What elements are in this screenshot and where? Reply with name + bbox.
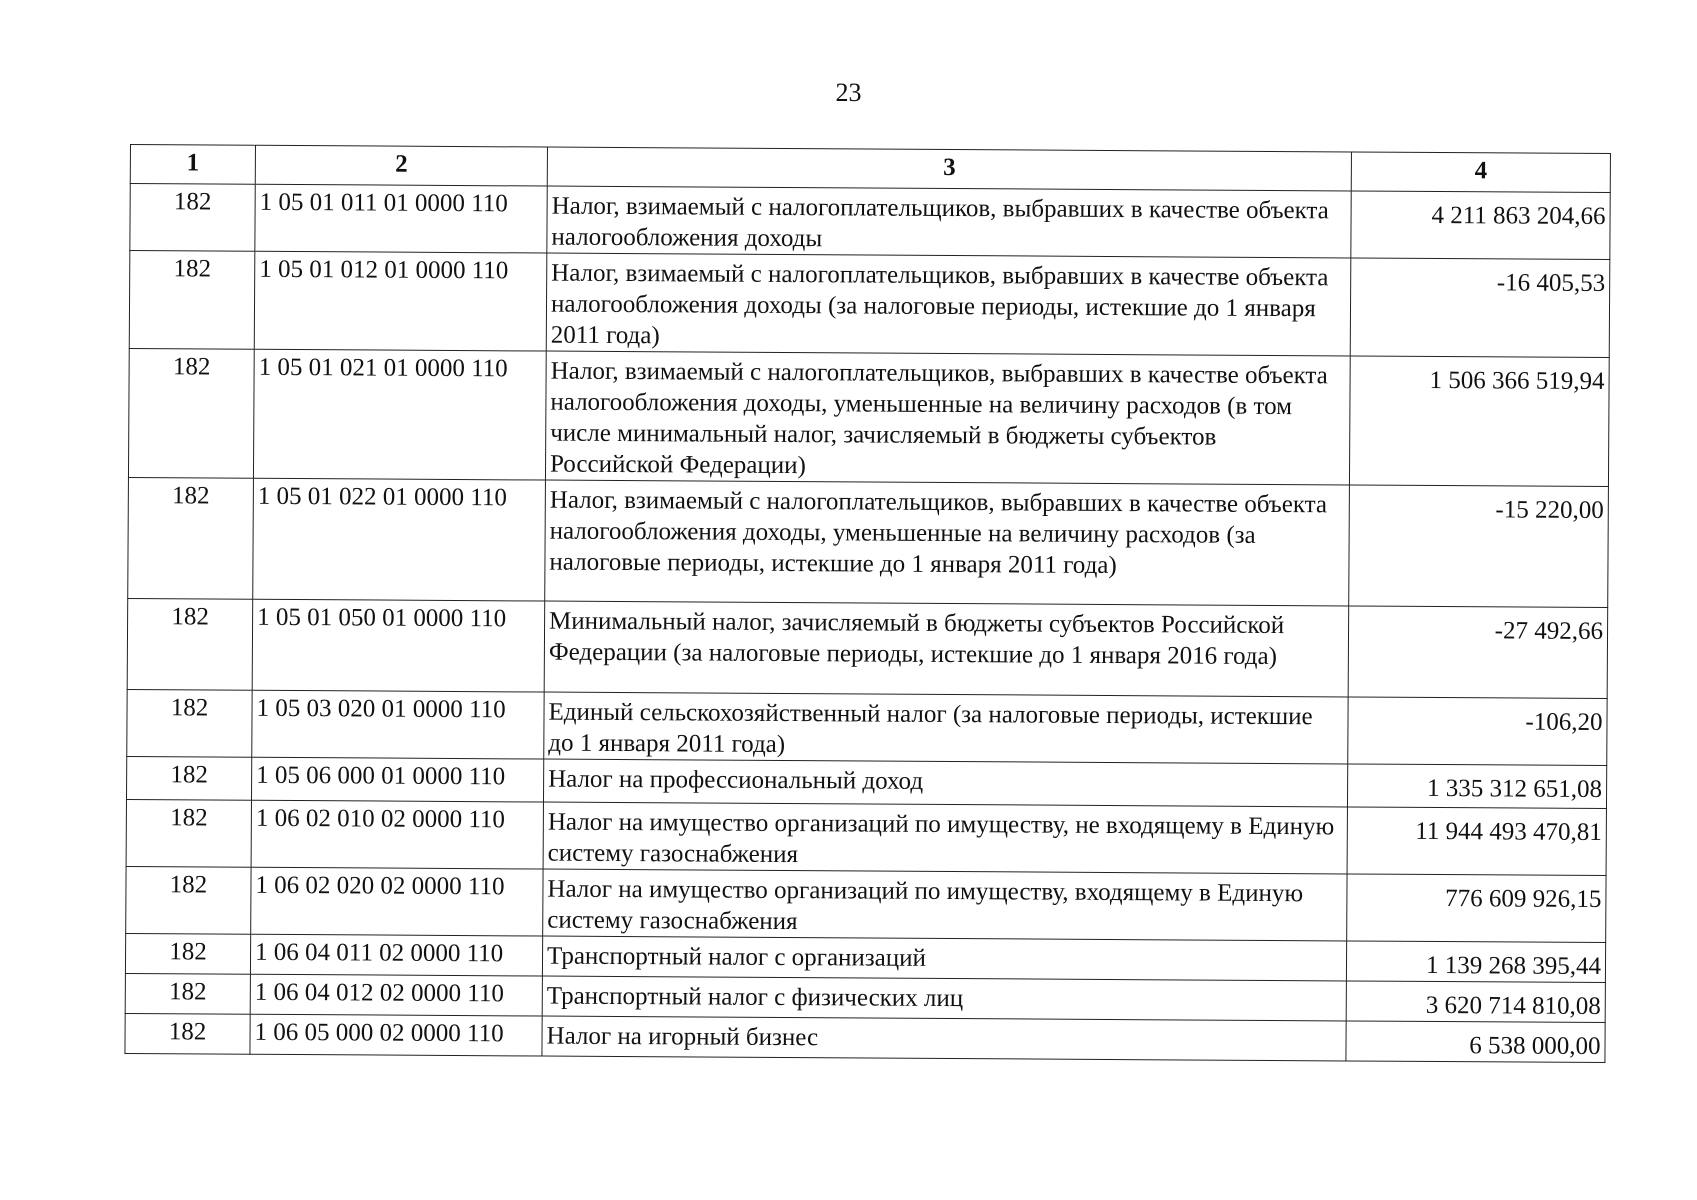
admin-code-cell: 182 [126,799,251,867]
header-column-2: 2 [255,145,547,186]
admin-code-cell: 182 [126,756,251,800]
budget-code-cell: 1 06 02 020 02 0000 110 [251,867,543,936]
table-row [128,477,1609,607]
table-row [126,866,1606,942]
revenue-name-cell: Налог, взимаемый с налогоплательщиков, выбравших в качестве объекта налогообложения доходы, уменьшенные на величину расходов (в том числе минимальный налог, зачисляемый в бюджеты субъектов Российской Федерации) [545,351,1350,485]
header-column-4: 4 [1351,152,1610,193]
admin-code-cell: 182 [127,598,253,690]
revenue-name-cell: Транспортный налог с организаций [542,936,1346,981]
table-row [125,1013,1605,1062]
amount-cell: 1 335 312 651,08 [1347,764,1606,809]
table-row [130,184,1610,260]
amount-cell: 776 609 926,15 [1347,874,1606,943]
admin-code-cell: 182 [125,933,250,974]
table-row [127,689,1607,765]
budget-code-cell: 1 06 04 012 02 0000 110 [250,974,542,1016]
amount-cell: 1 139 268 395,44 [1346,941,1605,983]
revenue-name-cell: Транспортный налог с физических лиц [542,976,1346,1021]
budget-code-cell: 1 05 06 000 01 0000 110 [251,757,543,802]
header-column-3: 3 [547,147,1351,191]
amount-cell: -15 220,00 [1349,485,1609,608]
revenue-name-cell: Налог на имущество организаций по имуществу, не входящему в Единую систему газоснабжения [543,802,1347,874]
revenue-name-cell: Налог, взимаемый с налогоплательщиков, выбравших в качестве объекта налогообложения доходы (за налоговые периоды, истекшие до 1 января 2011 года) [546,253,1351,356]
amount-cell: 1 506 366 519,94 [1349,356,1609,487]
table-body [125,184,1610,1063]
budget-code-cell: 1 05 01 011 01 0000 110 [255,184,547,253]
header-column-1: 1 [130,145,255,185]
page-number: 23 [835,78,862,107]
admin-code-cell: 182 [125,1013,250,1054]
revenue-name-cell: Минимальный налог, зачисляемый в бюджеты субъектов Российской Федерации (за налоговые периоды, истекшие до 1 января 2016 года) [544,601,1349,697]
amount-cell: 11 944 493 470,81 [1347,807,1606,876]
table-row [128,348,1609,486]
budget-code-cell: 1 05 03 020 01 0000 110 [252,690,544,759]
revenue-name-cell: Налог, взимаемый с налогоплательщиков, выбравших в качестве объекта налогообложения доходы [547,186,1351,258]
admin-code-cell: 182 [128,348,254,478]
revenue-name-cell: Налог на имущество организаций по имуществу, входящему в Единую систему газоснабжения [543,869,1347,941]
amount-cell: -16 405,53 [1350,258,1610,358]
budget-code-cell: 1 05 01 012 01 0000 110 [254,251,547,351]
budget-code-cell: 1 05 01 022 01 0000 110 [253,478,546,601]
table-row [126,799,1606,875]
amount-cell: -27 492,66 [1348,606,1608,699]
admin-code-cell: 182 [128,477,254,599]
budget-code-cell: 1 06 02 010 02 0000 110 [251,800,543,869]
revenue-name-cell: Налог на профессиональный доход [543,759,1347,807]
revenue-name-cell: Налог на игорный бизнес [542,1016,1346,1061]
budget-code-cell: 1 05 01 021 01 0000 110 [253,349,546,480]
amount-cell: 3 620 714 810,08 [1346,981,1605,1023]
admin-code-cell: 182 [129,251,255,350]
budget-code-cell: 1 06 04 011 02 0000 110 [250,934,542,976]
table-row [129,251,1610,358]
revenue-table [124,144,1611,1063]
amount-cell: -106,20 [1348,697,1607,766]
revenue-name-cell: Налог, взимаемый с налогоплательщиков, выбравших в качестве объекта налогообложения доходы, уменьшенные на величину расходов (за налоговые периоды, истекшие до 1 января 2011 года) [545,480,1350,606]
admin-code-cell: 182 [125,973,250,1014]
budget-code-cell: 1 06 05 000 02 0000 110 [250,1014,542,1056]
table-row [127,598,1608,698]
revenue-name-cell: Единый сельскохозяйственный налог (за налоговые периоды, истекшие до 1 января 2011 года) [544,692,1348,764]
budget-code-cell: 1 05 01 050 01 0000 110 [252,599,545,692]
admin-code-cell: 182 [126,866,251,934]
admin-code-cell: 182 [127,689,252,757]
amount-cell: 4 211 863 204,66 [1351,191,1610,260]
amount-cell: 6 538 000,00 [1346,1021,1605,1063]
admin-code-cell: 182 [130,184,255,252]
